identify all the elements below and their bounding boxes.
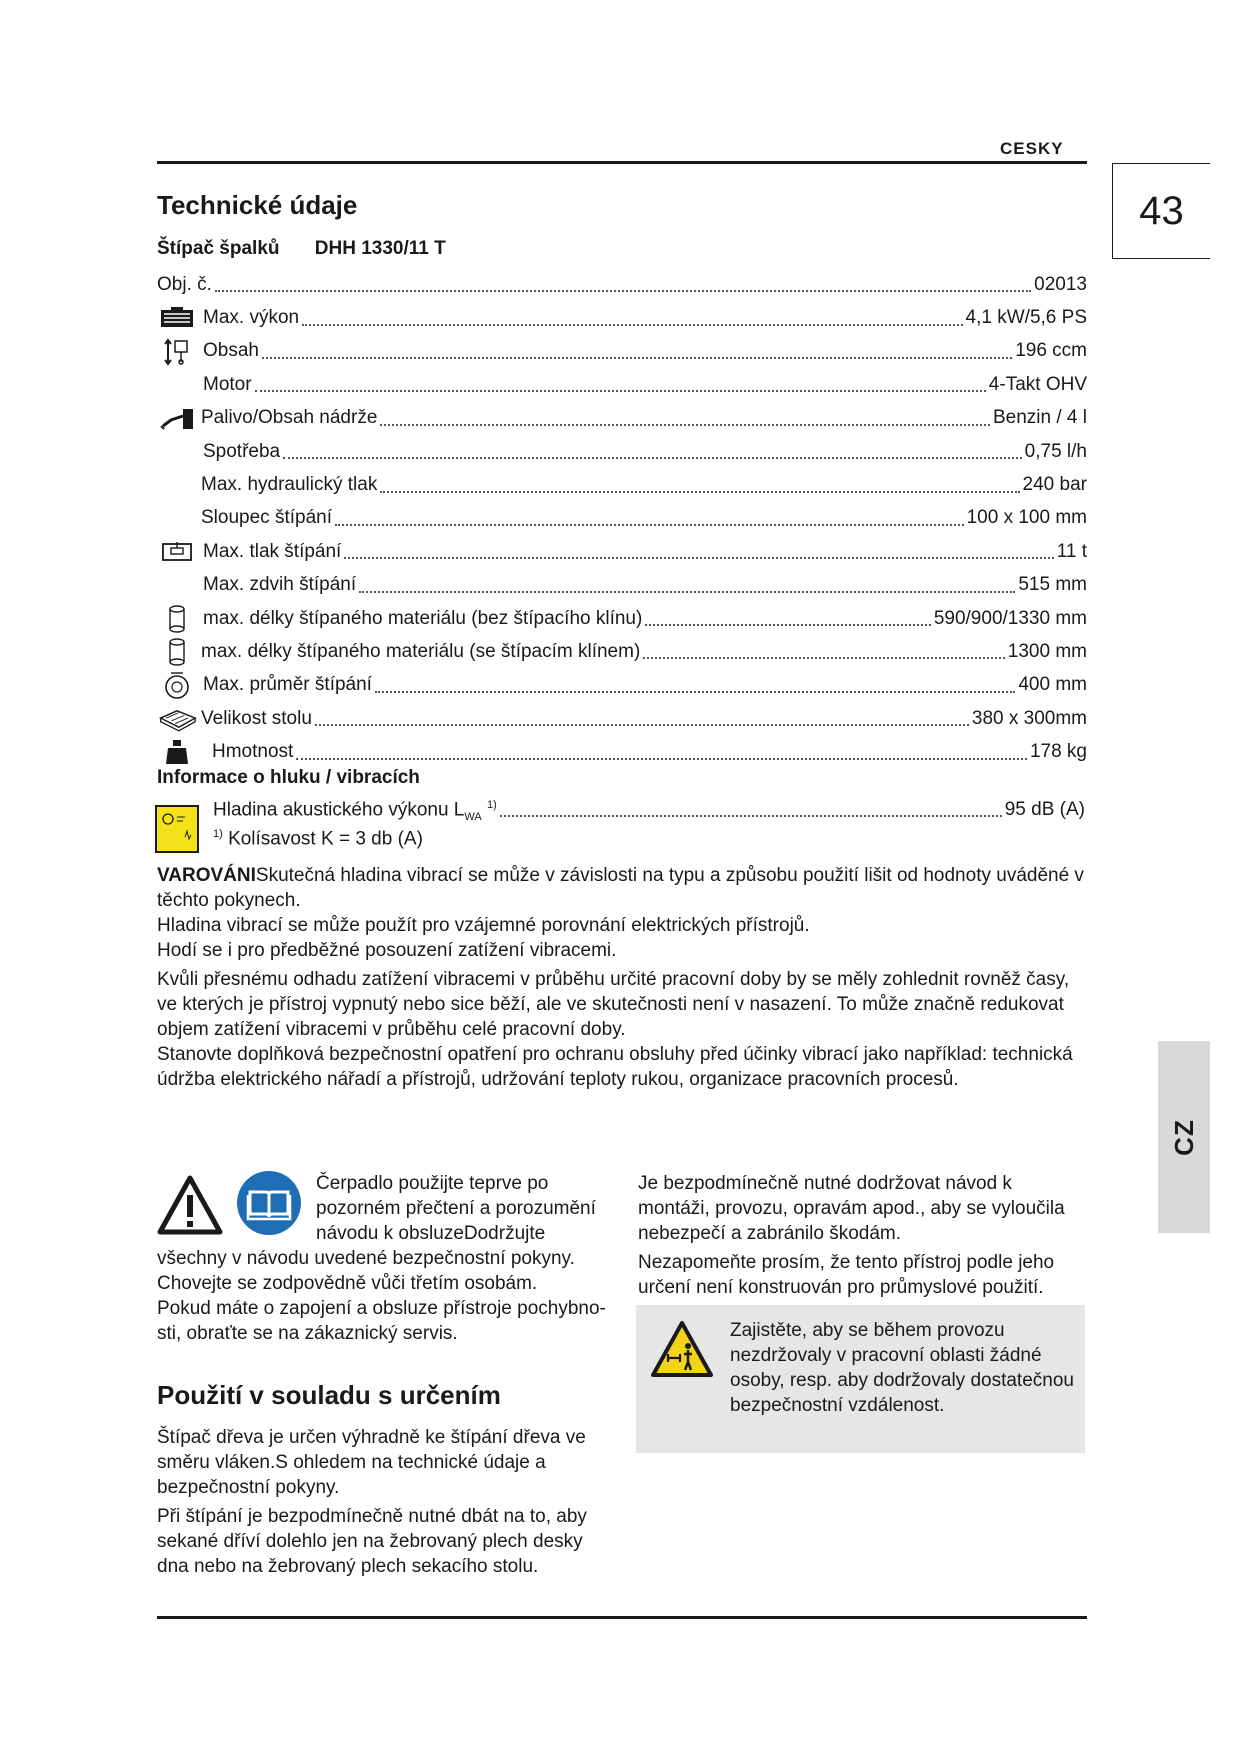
spec-value: 4,1 kW/5,6 PS bbox=[965, 307, 1087, 329]
piston-icon bbox=[157, 339, 197, 365]
manual-compliance-text: Je bezpodmínečně nutné dodržovat návod k montáži, provozu, opravám apod., aby se vyloučila nebezpečí a zabránilo škodám. bbox=[638, 1173, 1065, 1244]
safety-distance-text: Zajistěte, aby se během provozu nezdržovaly v pracovní oblasti žádné osoby, resp. aby dodržovaly dostatečnou bezpečnostní vzdálenost. bbox=[730, 1320, 1074, 1416]
spec-row bbox=[157, 602, 1087, 635]
fuel-nozzle-icon bbox=[157, 406, 197, 432]
language-tab bbox=[1158, 1041, 1210, 1233]
spec-value: 0,75 l/h bbox=[1024, 440, 1087, 462]
log-length-icon bbox=[157, 639, 197, 665]
vibration-paragraph-5: Stanovte doplňková bezpečnostní opatření pro ochranu obsluhy před účinky vibrací jako například: technická údržba elektrického nářadí a přístrojů, udržování teploty rukou, organizace pracovních procesů. bbox=[157, 1044, 1073, 1090]
vibration-paragraph-2: Hladina vibrací se může použít pro vzájemné porovnání elektrických přístrojů. bbox=[157, 915, 810, 936]
press-icon bbox=[157, 539, 197, 565]
spec-label: Obj. č. bbox=[157, 273, 212, 295]
leader-dots bbox=[262, 356, 1012, 359]
product-subtitle bbox=[157, 238, 446, 260]
spec-label: Sloupec štípání bbox=[201, 507, 332, 529]
warning-triangle-icon bbox=[157, 1175, 223, 1240]
spec-row bbox=[157, 301, 1087, 334]
leader-dots bbox=[380, 423, 990, 426]
leader-dots bbox=[335, 523, 964, 526]
noise-icon bbox=[155, 805, 199, 853]
product-name: Štípač špalků bbox=[157, 238, 280, 259]
leader-dots bbox=[302, 323, 962, 326]
log-diameter-icon bbox=[157, 673, 197, 699]
noise-label-sub: WA bbox=[464, 811, 482, 824]
weight-icon bbox=[157, 739, 197, 765]
noise-label-sup: 1) bbox=[486, 799, 497, 811]
leader-dots bbox=[500, 814, 1002, 817]
leader-dots bbox=[315, 723, 969, 726]
safety-distance-icon bbox=[650, 1320, 714, 1383]
footer-rule bbox=[157, 1616, 1087, 1619]
warning-paragraph: VAROVÁNISkutečná hladina vibrací se může v závislosti na typu a způsobu použití lišit od hodnoty uváděné v těchto pokynech. bbox=[157, 865, 1084, 911]
language-tab-text: CZ bbox=[1168, 1118, 1199, 1156]
spec-row bbox=[157, 468, 1087, 501]
service-text: Pokud máte o zapojení a obsluze přístroje pochybno-sti, obraťte se na zákaznický servis. bbox=[157, 1298, 606, 1344]
spec-label: max. délky štípaného materiálu (bez štípacího klínu) bbox=[203, 607, 643, 629]
engine-icon bbox=[157, 305, 197, 331]
spec-label: max. délky štípaného materiálu (se štípacím klínem) bbox=[201, 640, 641, 662]
leader-dots bbox=[380, 490, 1019, 493]
leader-dots bbox=[296, 757, 1027, 760]
spec-row bbox=[157, 435, 1087, 468]
spec-value: 11 t bbox=[1056, 540, 1087, 562]
spec-label: Max. průměr štípání bbox=[203, 674, 372, 696]
intro-side-text: Čerpadlo použijte teprve po pozorném přečtení a porozumění návodu k obsluzeDodržujte bbox=[316, 1173, 596, 1244]
intro-rest-text: všechny v návodu uvedené bezpečnostní pokyny. bbox=[157, 1248, 575, 1269]
spec-value: 02013 bbox=[1034, 273, 1087, 295]
industrial-use-text: Nezapomeňte prosím, že tento přístroj podle jeho určení není konstruován pro průmyslové použití. bbox=[638, 1252, 1055, 1298]
table-icon bbox=[157, 706, 197, 732]
noise-note: $^{1)}$ Kolísavost K = 3 db (A) bbox=[213, 828, 423, 850]
spec-label: Max. zdvih štípání bbox=[203, 574, 357, 596]
noise-value: 95 dB (A) bbox=[1004, 799, 1085, 820]
leader-dots bbox=[255, 389, 986, 392]
leader-dots bbox=[215, 289, 1031, 292]
spec-value: 178 kg bbox=[1029, 741, 1087, 763]
spec-label: Max. výkon bbox=[203, 307, 300, 329]
leader-dots bbox=[344, 556, 1053, 559]
spec-label: Motor bbox=[203, 373, 252, 395]
spec-value: Benzin / 4 l bbox=[993, 407, 1087, 429]
spec-value: 4-Takt OHV bbox=[988, 373, 1087, 395]
leader-dots bbox=[645, 623, 930, 626]
spec-list bbox=[157, 268, 1087, 769]
vibration-paragraph-3: Hodí se i pro předběžné posouzení zatížení vibracemi. bbox=[157, 940, 617, 961]
spec-row bbox=[157, 735, 1087, 768]
spec-label: Palivo/Obsah nádrže bbox=[201, 407, 378, 429]
spec-value: 240 bar bbox=[1022, 474, 1087, 496]
page-number bbox=[1112, 163, 1210, 259]
language-label: CESKY bbox=[1000, 139, 1064, 158]
spec-value: 100 x 100 mm bbox=[966, 507, 1087, 529]
page-title: Technické údaje bbox=[157, 190, 358, 220]
noise-heading: Informace o hluku / vibracích bbox=[157, 767, 420, 788]
read-manual-icon bbox=[236, 1170, 302, 1241]
spec-value: 380 x 300mm bbox=[971, 707, 1087, 729]
spec-value: 196 ccm bbox=[1015, 340, 1087, 362]
spec-row bbox=[157, 402, 1087, 435]
third-party-text: Chovejte se zodpovědně vůči třetím osobám. bbox=[157, 1273, 538, 1294]
spec-label: Obsah bbox=[203, 340, 259, 362]
noise-note-sup: 1) bbox=[213, 828, 223, 840]
intended-use-heading: Použití v souladu s určením bbox=[157, 1380, 501, 1410]
spec-row bbox=[157, 569, 1087, 602]
splitting-note-text: Při štípání je bezpodmínečně nutné dbát na to, aby sekané dříví dolehlo jen na žebrovaný plech desky dna nebo na žebrovaný plech sekacího stolu. bbox=[157, 1506, 587, 1577]
spec-label: Velikost stolu bbox=[201, 707, 312, 729]
leader-dots bbox=[283, 456, 1022, 459]
spec-row bbox=[157, 535, 1087, 568]
product-model: DHH 1330/11 T bbox=[314, 238, 446, 259]
spec-label: Spotřeba bbox=[203, 440, 281, 462]
noise-value-row bbox=[213, 799, 1085, 823]
page-number-text: 43 bbox=[1139, 188, 1184, 233]
leader-dots bbox=[375, 690, 1015, 693]
vibration-paragraph-4: Kvůli přesnému odhadu zatížení vibracemi v průběhu určité pracovní doby by se měly zohlednit rovněž časy, ve kterých je přístroj vypnutý nebo sice běží, ale ve skutečnosti není v nasazení. To může značně redukovat objem zatížení vibracemi v průběhu celé pracovní doby. bbox=[157, 969, 1070, 1040]
spec-label: Hmotnost bbox=[212, 741, 294, 763]
spec-row bbox=[157, 335, 1087, 368]
warning-lead: VAROVÁNI bbox=[157, 865, 256, 886]
spec-row bbox=[157, 635, 1087, 668]
intended-use-text: Štípač dřeva je určen výhradně ke štípání dřeva ve směru vláken.S ohledem na technické údaje a bezpečnostní pokyny. bbox=[157, 1427, 586, 1498]
spec-label: Max. hydraulický tlak bbox=[201, 474, 378, 496]
leader-dots bbox=[643, 656, 1005, 659]
noise-label: Hladina akustického výkonu $L_{WA}$ $^{1)}$ bbox=[213, 799, 497, 824]
leader-dots bbox=[359, 590, 1015, 593]
header-rule bbox=[157, 161, 1087, 164]
spec-row bbox=[157, 502, 1087, 535]
spec-value: 515 mm bbox=[1018, 574, 1087, 596]
spec-row bbox=[157, 702, 1087, 735]
spec-row bbox=[157, 368, 1087, 401]
spec-row bbox=[157, 268, 1087, 301]
spec-label: Max. tlak štípání bbox=[203, 540, 342, 562]
spec-row bbox=[157, 669, 1087, 702]
spec-value: 590/900/1330 mm bbox=[933, 607, 1087, 629]
spec-value: 400 mm bbox=[1018, 674, 1087, 696]
spec-value: 1300 mm bbox=[1007, 640, 1087, 662]
log-length-icon bbox=[157, 606, 197, 632]
